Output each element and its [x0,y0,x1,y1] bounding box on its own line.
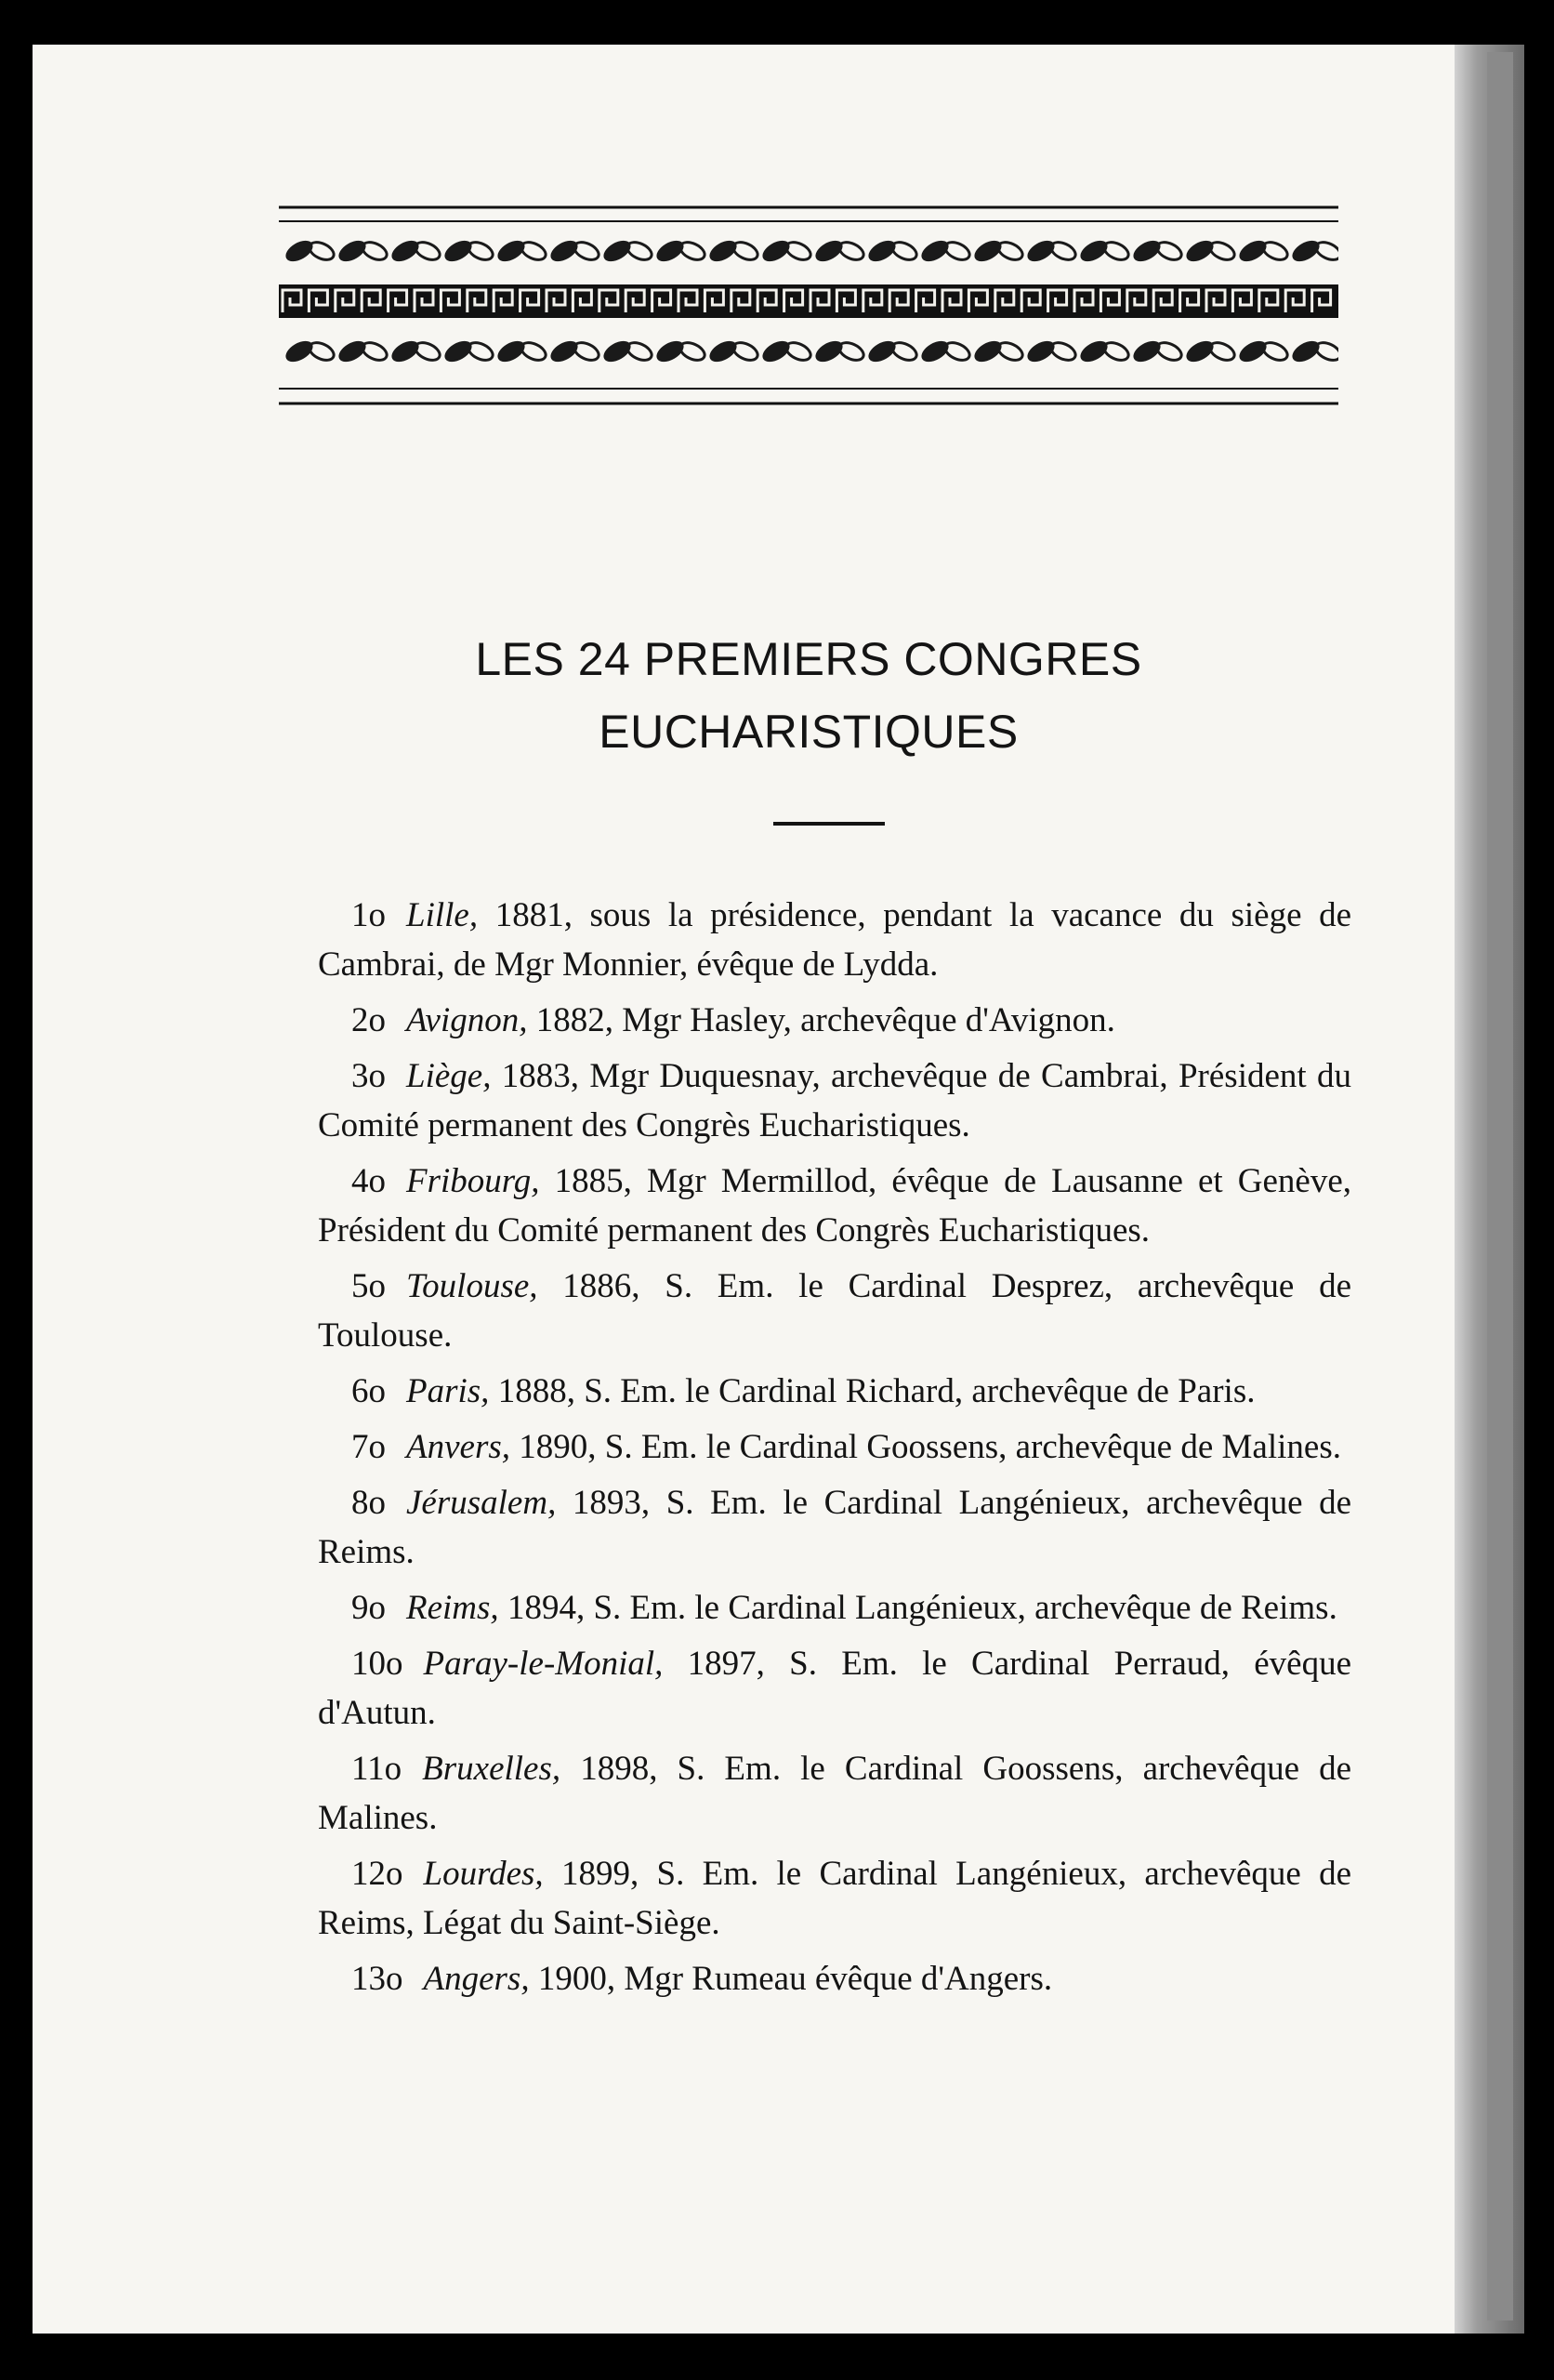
congress-entry [318,1157,1351,1255]
entry-place: Paray-le-Monial, [423,1645,664,1683]
entry-place: Paris, [406,1372,490,1410]
entry-text: 1886, S. Em. le Cardinal Desprez, archevêque de Toulouse. [318,1267,1351,1355]
congress-entry [318,1367,1351,1416]
congress-entry [318,891,1351,989]
entry-place: Toulouse, [406,1267,538,1305]
congress-entry [318,1262,1351,1360]
entry-text: 1898, S. Em. le Cardinal Goossens, archevêque de Malines. [318,1750,1351,1837]
entry-number: 8o [351,1484,386,1522]
entry-place: Liège, [406,1057,492,1095]
entry-text: 1882, Mgr Hasley, archevêque d'Avignon. [535,1001,1115,1039]
congress-entry [318,1478,1351,1577]
entry-text: 1881, sous la présidence, pendant la vacance du siège de Cambrai, de Mgr Monnier, évêque de Lydda. [318,896,1352,984]
entry-place: Fribourg, [406,1162,540,1200]
entry-number: 2o [351,1001,386,1039]
entry-text: 1893, S. Em. le Cardinal Langénieux, archevêque de Reims. [318,1484,1351,1571]
congress-entry [318,1954,1351,2003]
congress-entry [318,1051,1351,1150]
congress-entry [318,1639,1351,1738]
congress-entry [318,1583,1351,1633]
entry-text: 1883, Mgr Duquesnay, archevêque de Cambrai, Président du Comité permanent des Congrès Eucharistiques. [318,1057,1352,1144]
entry-number: 11o [351,1750,402,1788]
entry-number: 12o [351,1855,403,1893]
entry-number: 13o [351,1960,403,1998]
decorative-header-border [279,203,1338,409]
congress-entry [318,1849,1351,1948]
entry-number: 9o [351,1589,386,1627]
entry-number: 3o [351,1057,386,1095]
congress-entry [318,996,1351,1045]
entry-text: 1885, Mgr Mermillod, évêque de Lausanne et Genève, Président du Comité permanent des Congrès Eucharistiques. [318,1162,1351,1250]
entry-text: 1899, S. Em. le Cardinal Langénieux, archevêque de Reims, Légat du Saint-Siège. [318,1855,1351,1942]
congress-entry [318,1422,1351,1472]
page-title-line-1: LES 24 PREMIERS CONGRES [475,633,1142,685]
entry-place: Reims, [406,1589,499,1627]
entry-number: 10o [351,1645,403,1683]
entry-place: Avignon, [406,1001,528,1039]
entry-number: 7o [351,1428,386,1466]
title-divider [773,822,885,826]
entry-place: Bruxelles, [422,1750,561,1788]
entry-text: 1888, S. Em. le Cardinal Richard, archevêque de Paris. [497,1372,1256,1410]
entry-number: 6o [351,1372,386,1410]
entry-place: Jérusalem, [406,1484,557,1522]
entry-place: Lourdes, [423,1855,544,1893]
entry-place: Lille, [406,896,479,934]
congress-entry [318,1744,1351,1843]
entry-text: 1900, Mgr Rumeau évêque d'Angers. [537,1960,1053,1998]
entry-text: 1894, S. Em. le Cardinal Langénieux, archevêque de Reims. [507,1589,1337,1627]
page-title-line-2: EUCHARISTIQUES [599,706,1019,758]
entry-number: 1o [351,896,386,934]
page-edge-shadow [1487,52,1513,2320]
entry-place: Angers, [423,1960,530,1998]
entry-number: 4o [351,1162,386,1200]
entry-text: 1897, S. Em. le Cardinal Perraud, évêque d'Autun. [318,1645,1351,1732]
entry-number: 5o [351,1267,386,1305]
congress-list [318,891,1351,2010]
entry-place: Anvers, [406,1428,510,1466]
entry-text: 1890, S. Em. le Cardinal Goossens, archevêque de Malines. [519,1428,1341,1466]
